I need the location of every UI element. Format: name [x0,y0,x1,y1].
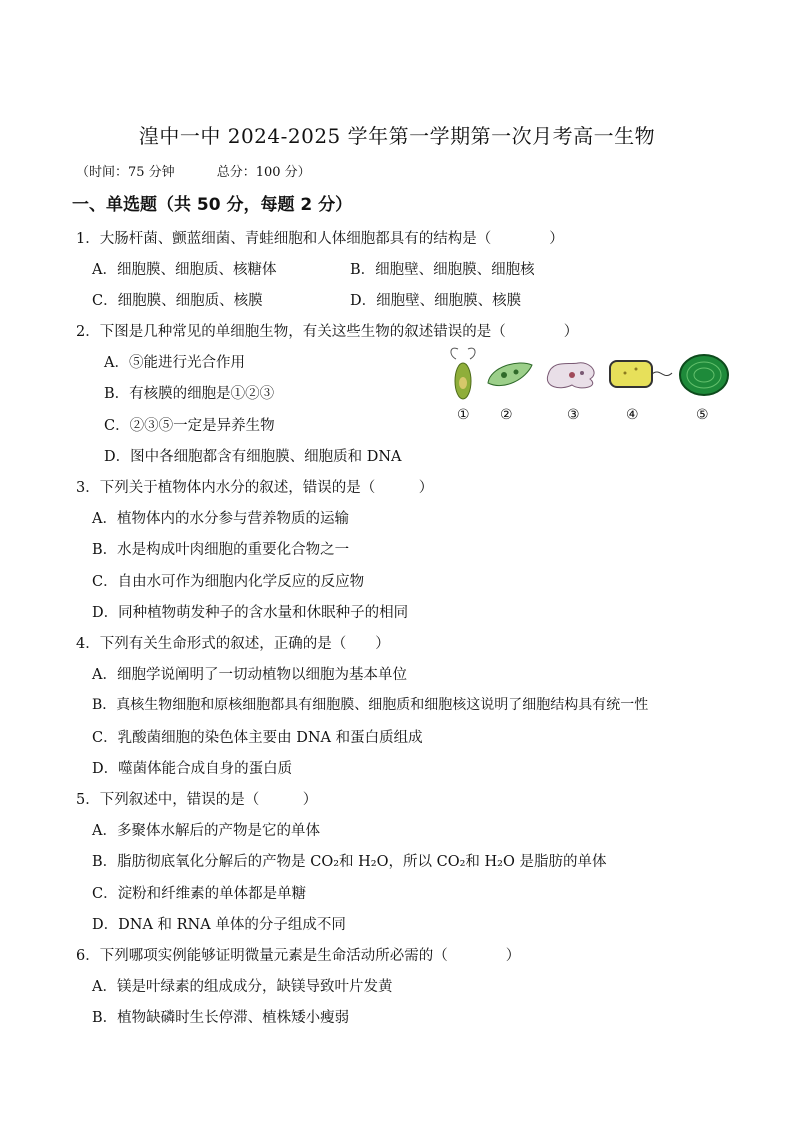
question-4-option-b: B．真核生物细胞和原核细胞都具有细胞膜、细胞质和细胞核这说明了细胞结构具有统一性 [92,697,649,713]
question-5-stem: 5．下列叙述中，错误的是（ ） [76,792,318,808]
question-4-stem: 4．下列有关生命形式的叙述，正确的是（ ） [76,636,390,652]
paramecium-drawing [488,363,532,386]
question-2-option-d: D．图中各细胞都含有细胞膜、细胞质和 DNA [104,449,402,465]
question-4-option-c: C．乳酸菌细胞的染色体主要由 DNA 和蛋白质组成 [92,730,423,746]
question-1-stem: 1．大肠杆菌、颤蓝细菌、青蛙细胞和人体细胞都具有的结构是（ ） [76,231,564,247]
question-1-option-b: B．细胞壁、细胞膜、细胞核 [350,262,535,278]
question-5-option-d: D．DNA 和 RNA 单体的分子组成不同 [92,917,346,933]
euglena-drawing [451,348,475,399]
question-5-option-b: B．脂肪彻底氧化分解后的产物是 CO₂和 H₂O，所以 CO₂和 H₂O 是脂肪的单体 [92,854,607,870]
exam-score: 总分：100 分） [216,165,311,180]
question-5-option-c: C．淀粉和纤维素的单体都是单糖 [92,886,307,902]
question-1-option-d: D．细胞壁、细胞膜、核膜 [350,293,522,309]
organisms-illustration [440,345,730,405]
exam-time: （时间：75 分钟 [76,165,175,180]
question-6-stem: 6．下列哪项实例能够证明微量元素是生命活动所必需的（ ） [76,948,521,964]
question-3-option-a: A．植物体内的水分参与营养物质的运输 [92,511,349,527]
amoeba-drawing [547,363,594,388]
question-6-option-a: A．镁是叶绿素的组成成分，缺镁导致叶片发黄 [92,979,393,995]
organisms-figure [440,345,730,430]
question-3-option-c: C．自由水可作为细胞内化学反应的反应物 [92,574,365,590]
question-3-option-b: B．水是构成叶肉细胞的重要化合物之一 [92,542,350,558]
question-1-option-a: A．细胞膜、细胞质、核糖体 [92,262,277,278]
question-4-option-a: A．细胞学说阐明了一切动植物以细胞为基本单位 [92,667,407,683]
question-4-option-d: D．噬菌体能合成自身的蛋白质 [92,761,293,777]
question-2-option-a: A．⑤能进行光合作用 [104,355,245,371]
question-6-option-b: B．植物缺磷时生长停滞、植株矮小瘦弱 [92,1010,350,1026]
cyanobacterium-drawing [680,355,728,395]
question-2-stem: 2．下图是几种常见的单细胞生物，有关这些生物的叙述错误的是（ ） [76,324,579,340]
section-heading: 一、单选题（共 50 分，每题 2 分） [72,195,353,215]
question-2-option-b: B．有核膜的细胞是①②③ [104,386,275,402]
question-3-option-d: D．同种植物萌发种子的含水量和休眠种子的相同 [92,605,409,621]
page-title: 湟中一中 2024-2025 学年第一学期第一次月考高一生物 [138,124,656,148]
question-2-option-c: C．②③⑤一定是异养生物 [104,418,275,434]
figure-label-4: ④ [626,407,639,423]
exam-meta [76,161,353,180]
figure-label-5: ⑤ [696,407,709,423]
question-3-stem: 3．下列关于植物体内水分的叙述，错误的是（ ） [76,480,434,496]
figure-label-1: ① [457,407,470,423]
question-1-option-c: C．细胞膜、细胞质、核膜 [92,293,263,309]
question-5-option-a: A．多聚体水解后的产物是它的单体 [92,823,320,839]
bacterium-drawing [610,361,672,387]
figure-label-3: ③ [567,407,580,423]
figure-label-2: ② [500,407,513,423]
